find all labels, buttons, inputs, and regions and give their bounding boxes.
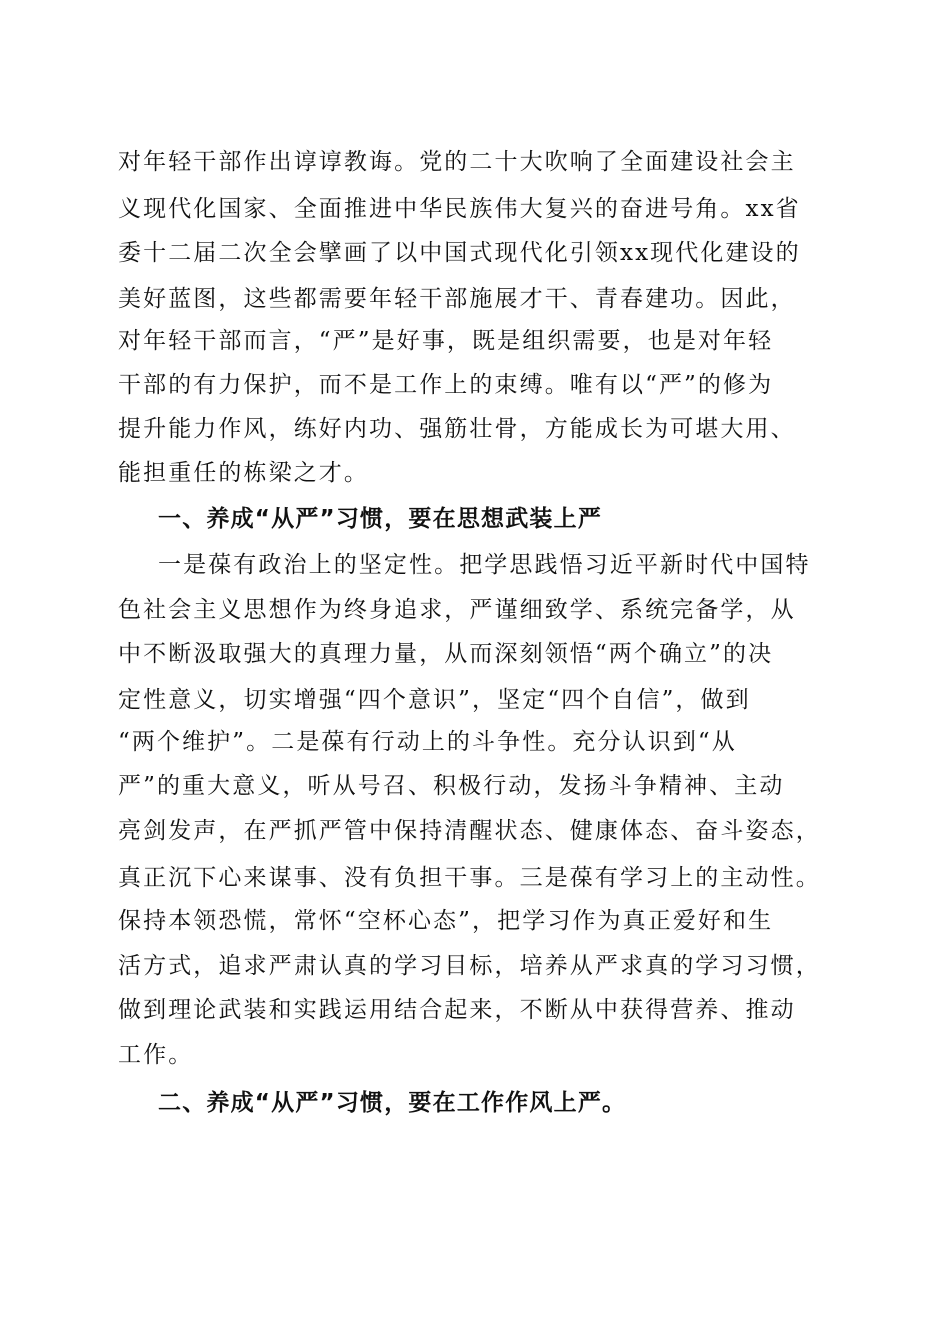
paragraph-2-line: 亮剑发声，在严抓严管中保持清醒状态、健康体态、奋斗姿态， bbox=[118, 818, 821, 844]
section-heading-1: 一、养成“从严”习惯，要在思想武装上严 bbox=[158, 506, 603, 532]
paragraph-1-line: 美好蓝图，这些都需要年轻干部施展才干、青春建功。因此， bbox=[118, 286, 796, 312]
paragraph-1-line: 提升能力作风，练好内功、强筋壮骨，方能成长为可堪大用、 bbox=[118, 416, 796, 442]
paragraph-1-line: 委十二届二次全会擘画了以中国式现代化引领xx现代化建设的 bbox=[118, 240, 801, 266]
paragraph-2-line: 严”的重大意义，听从号召、积极行动，发扬斗争精神、主动 bbox=[118, 773, 785, 799]
paragraph-2-line: 真正沉下心来谋事、没有负担干事。三是葆有学习上的主动性。 bbox=[118, 865, 821, 891]
paragraph-2-line: 工作。 bbox=[118, 1042, 194, 1068]
paragraph-1-line: 能担重任的栋梁之才。 bbox=[118, 460, 369, 486]
paragraph-2-line: 保持本领恐慌，常怀“空杯心态”，把学习作为真正爱好和生 bbox=[118, 908, 774, 934]
paragraph-2-line: 做到理论武装和实践运用结合起来，不断从中获得营养、推动 bbox=[118, 997, 796, 1023]
paragraph-2-line: “两个维护”。二是葆有行动上的斗争性。充分认识到“从 bbox=[118, 729, 737, 755]
paragraph-2-line: 色社会主义思想作为终身追求，严谨细致学、系统完备学，从 bbox=[118, 597, 796, 623]
paragraph-2-line: 定性意义，切实增强“四个意识”，坚定“四个自信”，做到 bbox=[118, 687, 751, 713]
paragraph-2-line: 活方式，追求严肃认真的学习目标，培养从严求真的学习习惯， bbox=[118, 953, 821, 979]
paragraph-1-line: 义现代化国家、全面推进中华民族伟大复兴的奋进号角。xx省 bbox=[118, 196, 801, 222]
paragraph-1-line: 对年轻干部而言，“严”是好事，既是组织需要，也是对年轻 bbox=[118, 328, 774, 354]
paragraph-2-line: 一是葆有政治上的坚定性。把学思践悟习近平新时代中国特 bbox=[158, 552, 811, 578]
section-heading-2: 二、养成“从严”习惯，要在工作作风上严。 bbox=[158, 1090, 627, 1116]
paragraph-1-line: 对年轻干部作出谆谆教诲。党的二十大吹响了全面建设社会主 bbox=[118, 149, 796, 175]
paragraph-2-line: 中不断汲取强大的真理力量，从而深刻领悟“两个确立”的决 bbox=[118, 641, 774, 667]
paragraph-1-line: 干部的有力保护，而不是工作上的束缚。唯有以“严”的修为 bbox=[118, 372, 774, 398]
